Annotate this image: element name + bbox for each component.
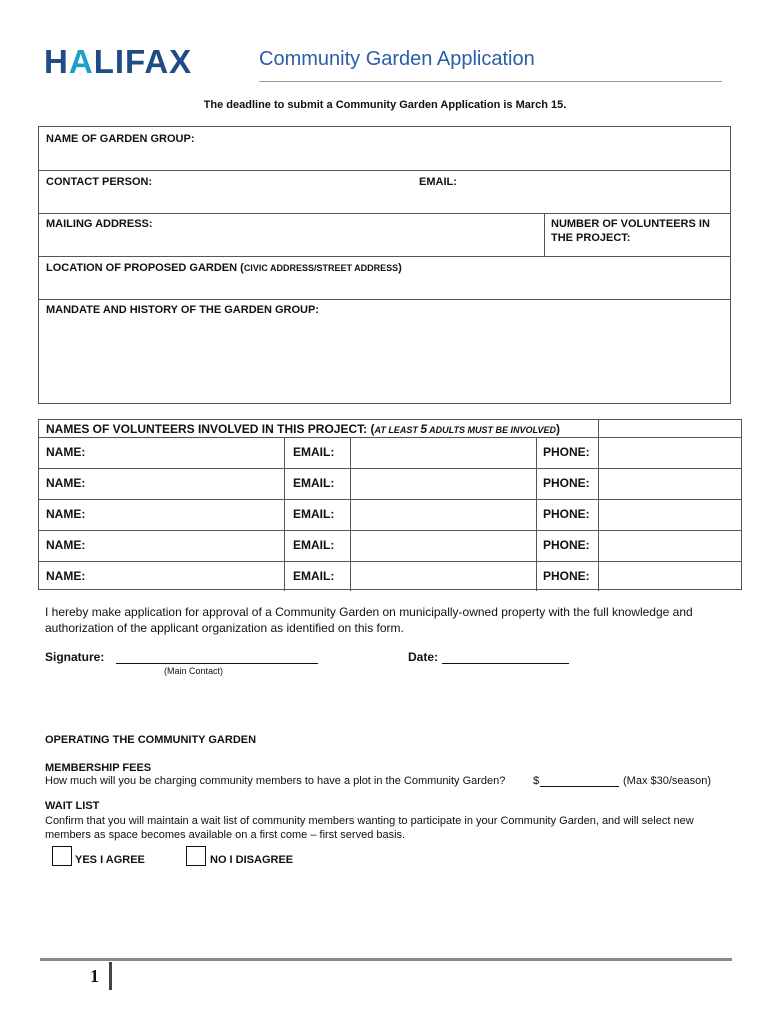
signature-label: Signature: [45,650,105,664]
no-disagree-checkbox[interactable] [186,846,206,866]
footer-divider [40,958,732,961]
volunteer-phone-input[interactable] [599,500,741,530]
volunteer-email-input[interactable] [351,500,535,530]
membership-fees-heading: MEMBERSHIP FEES [45,762,152,774]
volunteer-count-label: NUMBER OF VOLUNTEERS IN THE PROJECT: [551,218,710,244]
garden-group-field[interactable] [46,132,726,168]
fees-question: How much will you be charging community members to have a plot in the Community Garden? [45,775,506,787]
mandate-field[interactable] [46,303,726,401]
volunteer-phone-input[interactable] [599,562,741,591]
volunteer-email-input[interactable] [351,531,535,561]
volunteer-email-input[interactable] [351,562,535,591]
email-label: EMAIL: [293,569,335,583]
volunteer-row [39,468,741,499]
volunteer-email-input[interactable] [351,469,535,499]
volunteer-phone-input[interactable] [599,469,741,499]
halifax-logo [44,44,194,76]
email-field[interactable] [419,175,719,211]
mailing-address-label: MAILING ADDRESS: [46,218,153,230]
date-line[interactable] [442,663,569,664]
phone-label: PHONE: [543,538,590,552]
yes-agree-checkbox[interactable] [52,846,72,866]
email-label: EMAIL: [293,507,335,521]
mandate-label: MANDATE AND HISTORY OF THE GARDEN GROUP: [46,304,319,316]
wait-list-text: Confirm that you will maintain a wait list of community members wanting to participate in your Community Garden, and will select new members as space becomes available on a first come – first served basis. [45,815,694,841]
volunteer-phone-input[interactable] [599,438,741,468]
fee-amount-line[interactable] [540,786,619,787]
deadline-notice: The deadline to submit a Community Garden Application is March 15. [203,99,567,111]
name-label: NAME: [46,569,86,583]
volunteer-email-input[interactable] [351,438,535,468]
location-field[interactable] [46,261,726,297]
no-disagree-label: NO I DISAGREE [210,854,294,866]
group-info-form [38,126,731,404]
phone-label: PHONE: [543,569,590,583]
wait-list-heading: WAIT LIST [45,800,100,812]
main-contact-caption: (Main Contact) [164,666,224,676]
email-label: EMAIL: [293,538,335,552]
location-label-close: ) [398,262,402,274]
contact-person-label: CONTACT PERSON: [46,176,153,188]
volunteer-row [39,530,741,561]
yes-agree-label: YES I AGREE [75,854,145,866]
signature-line[interactable] [116,663,318,664]
volunteers-heading: NAMES OF VOLUNTEERS INVOLVED IN THIS PROJECT: (AT LEAST 5 ADULTS MUST BE INVOLVED) [46,422,561,436]
phone-label: PHONE: [543,507,590,521]
fees-max-note: (Max $30/season) [623,775,712,787]
volunteer-row [39,499,741,530]
svg-text:HALIFAX: HALIFAX [44,44,193,76]
email-label: EMAIL: [293,445,335,459]
fees-currency: $ [533,775,540,787]
garden-group-label: NAME OF GARDEN GROUP: [46,133,195,145]
location-label-detail: CIVIC ADDRESS/STREET ADDRESS [243,263,399,273]
name-label: NAME: [46,476,86,490]
page-number-bar [109,962,112,990]
name-label: NAME: [46,507,86,521]
volunteers-table [38,419,742,590]
page-number: 1 [90,966,99,986]
declaration-text: I hereby make application for approval of a Community Garden on municipally-owned property with the full knowledge and authorization of the applicant organization as identified on this form. [45,605,693,635]
contact-person-field[interactable] [46,175,406,211]
name-label: NAME: [46,538,86,552]
volunteer-count-field[interactable] [551,217,726,253]
email-label: EMAIL: [419,176,457,188]
location-label: LOCATION OF PROPOSED GARDEN ( [46,262,244,274]
volunteer-row [39,437,741,468]
page-title: Community Garden Application [259,48,535,70]
name-label: NAME: [46,445,86,459]
phone-label: PHONE: [543,445,590,459]
phone-label: PHONE: [543,476,590,490]
mailing-address-field[interactable] [46,217,536,253]
operating-heading: OPERATING THE COMMUNITY GARDEN [45,734,257,746]
volunteer-row [39,561,741,590]
volunteer-phone-input[interactable] [599,531,741,561]
email-label: EMAIL: [293,476,335,490]
date-label: Date: [408,650,439,664]
header-divider [259,81,722,82]
